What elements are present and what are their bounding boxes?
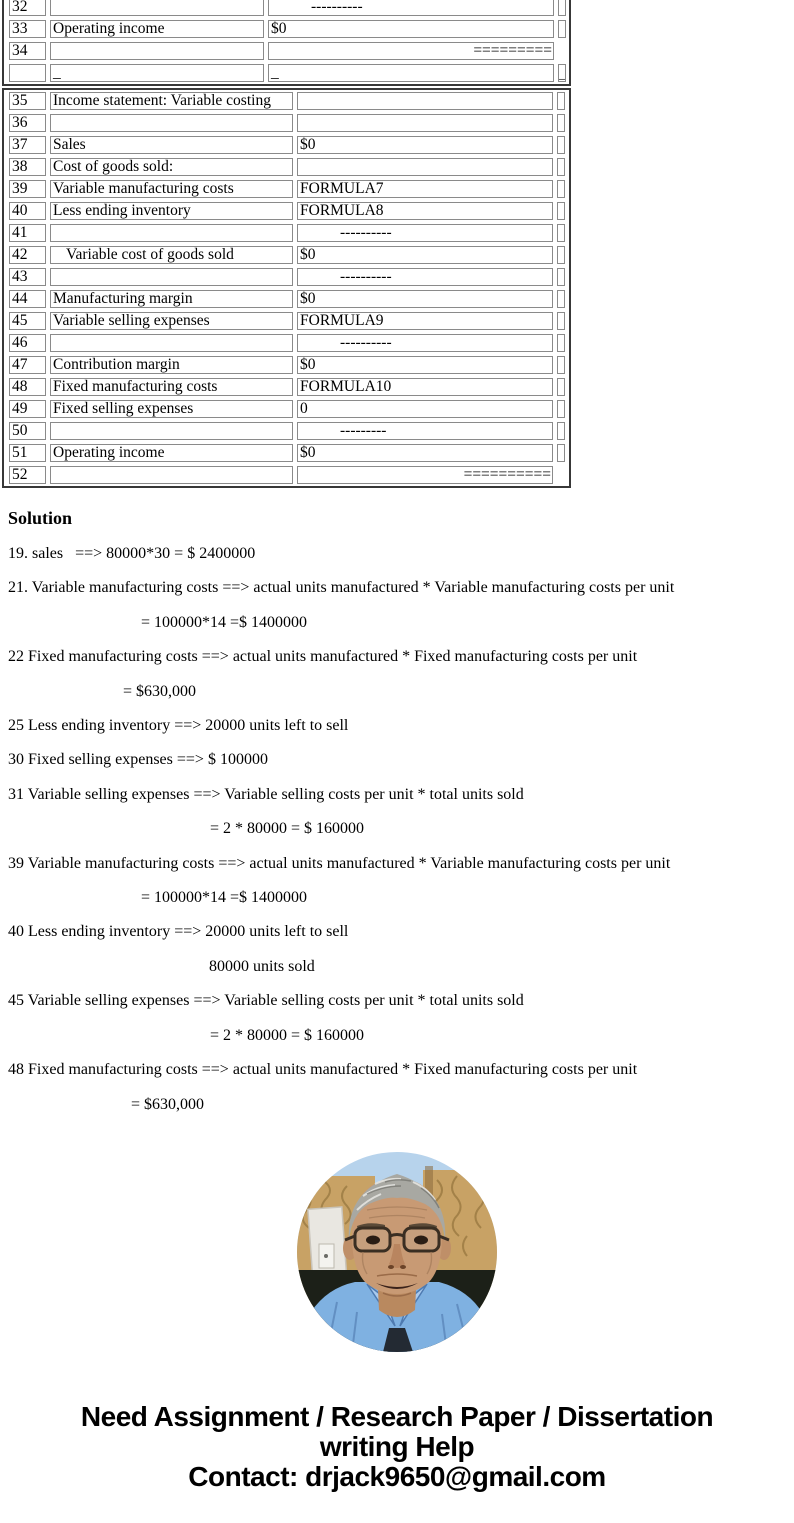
narrow-cell (557, 92, 565, 110)
solution-line: 48 Fixed manufacturing costs ==> actual units manufactured * Fixed manufacturing costs per unit (8, 1061, 638, 1079)
row-number-cell: 46 (9, 334, 46, 352)
right-nostril (400, 1265, 406, 1269)
solution-line: = $630,000 (123, 682, 197, 700)
spreadsheet-row (9, 136, 566, 154)
label-cell: Variable cost of goods sold (50, 246, 293, 264)
glasses-bridge (390, 1235, 404, 1237)
spreadsheet-row (9, 290, 566, 308)
left-nostril (388, 1265, 394, 1269)
label-cell: Fixed manufacturing costs (50, 378, 293, 396)
row-number-cell: 43 (9, 268, 46, 286)
spreadsheet-row (9, 202, 566, 220)
label-cell (50, 114, 293, 132)
value-cell: ---------- (297, 268, 553, 286)
solution-line: = 2 * 80000 = $ 160000 (210, 1026, 365, 1044)
spreadsheet-row (9, 92, 566, 110)
label-cell: Variable manufacturing costs (50, 180, 293, 198)
row-number-cell: 34 (9, 42, 46, 60)
value-cell: $0 (297, 444, 553, 462)
solution-line: 30 Fixed selling expenses ==> $ 100000 (8, 751, 268, 769)
narrow-cell (557, 180, 565, 198)
narrow-cell (557, 136, 565, 154)
left-eye (366, 1236, 380, 1245)
narrow-cell (557, 422, 565, 440)
spreadsheet-row (9, 466, 566, 484)
value-cell: $0 (297, 136, 553, 154)
spreadsheet-row (9, 422, 566, 440)
narrow-cell (558, 20, 566, 38)
spreadsheet-row (9, 246, 566, 264)
tutor-photo (297, 1152, 497, 1352)
label-cell: _ (50, 64, 264, 82)
value-cell: ---------- (268, 0, 554, 16)
footer-line-2: writing Help (319, 1431, 475, 1462)
value-cell: $0 (297, 246, 553, 264)
value-cell: $0 (297, 290, 553, 308)
spreadsheet-row (9, 444, 566, 462)
value-cell: ========== (297, 466, 553, 484)
label-cell (50, 268, 293, 286)
spreadsheet-row (9, 224, 566, 242)
narrow-cell (557, 290, 565, 308)
value-cell: _ (268, 64, 554, 82)
row-number-cell: 40 (9, 202, 46, 220)
row-number-cell: 49 (9, 400, 46, 418)
row-number-cell: 32 (9, 0, 46, 16)
row-number-cell: 47 (9, 356, 46, 374)
label-cell: Income statement: Variable costing (50, 92, 293, 110)
row-number-cell: 33 (9, 20, 46, 38)
value-cell (297, 158, 553, 176)
row-number-cell: 48 (9, 378, 46, 396)
spreadsheet-row (9, 400, 566, 418)
narrow-cell (558, 0, 566, 16)
spreadsheet-row (9, 20, 566, 38)
value-cell: $0 (268, 20, 554, 38)
solution-section (8, 508, 786, 1114)
label-cell (50, 224, 293, 242)
value-cell: ========= (268, 42, 554, 60)
income-statement-tables (2, 0, 572, 488)
row-number-cell: 37 (9, 136, 46, 154)
right-eye (414, 1236, 428, 1245)
solution-heading: Solution (8, 508, 73, 528)
value-cell: ---------- (297, 334, 553, 352)
solution-line: = 100000*14 =$ 1400000 (141, 889, 308, 907)
narrow-cell (557, 400, 565, 418)
label-cell (50, 42, 264, 60)
narrow-cell (557, 246, 565, 264)
label-cell: Manufacturing margin (50, 290, 293, 308)
row-number-cell: 50 (9, 422, 46, 440)
spreadsheet-row (9, 356, 566, 374)
label-cell (50, 422, 293, 440)
value-cell: FORMULA8 (297, 202, 553, 220)
solution-line: 80000 units sold (209, 957, 315, 975)
label-cell (50, 466, 293, 484)
tutor-portrait-illustration (297, 1152, 497, 1352)
label-cell: Cost of goods sold: (50, 158, 293, 176)
row-number-cell: 36 (9, 114, 46, 132)
solution-lines (8, 545, 786, 1114)
switch-dot (324, 1254, 328, 1258)
narrow-cell (557, 224, 565, 242)
label-cell: Variable selling expenses (50, 312, 293, 330)
narrow-cell: _ (559, 66, 566, 81)
label-cell (50, 0, 264, 16)
label-cell (50, 334, 293, 352)
value-cell: ---------- (297, 224, 553, 242)
spreadsheet-table-lower (2, 88, 571, 488)
label-cell: Operating income (50, 20, 264, 38)
footer-line-1: Need Assignment / Research Paper / Dissertation (80, 1401, 714, 1432)
solution-line: 25 Less ending inventory ==> 20000 units left to sell (8, 717, 349, 735)
narrow-cell (557, 356, 565, 374)
row-number-cell: 38 (9, 158, 46, 176)
row-number-cell: 39 (9, 180, 46, 198)
row-number-cell: 52 (9, 466, 46, 484)
narrow-cell (557, 312, 565, 330)
row-number-cell: 35 (9, 92, 46, 110)
narrow-cell (557, 158, 565, 176)
label-cell: Fixed selling expenses (50, 400, 293, 418)
value-cell: FORMULA7 (297, 180, 553, 198)
value-cell: FORMULA9 (297, 312, 553, 330)
narrow-cell (557, 378, 565, 396)
spreadsheet-table-upper (2, 0, 571, 86)
value-cell: 0 (297, 400, 553, 418)
solution-line: 45 Variable selling expenses ==> Variable selling costs per unit * total units sold (8, 992, 524, 1010)
narrow-cell (557, 444, 565, 462)
solution-line: 22 Fixed manufacturing costs ==> actual units manufactured * Fixed manufacturing costs per unit (8, 648, 638, 666)
narrow-cell (557, 114, 565, 132)
narrow-cell (557, 202, 565, 220)
row-number-cell: 41 (9, 224, 46, 242)
row-number-cell: 45 (9, 312, 46, 330)
row-number-cell (9, 64, 46, 82)
solution-line: 40 Less ending inventory ==> 20000 units left to sell (8, 923, 349, 941)
value-cell (297, 114, 553, 132)
narrow-cell (557, 268, 565, 286)
footer-banner (0, 1402, 794, 1492)
row-number-cell: 44 (9, 290, 46, 308)
spreadsheet-row (9, 180, 566, 198)
row-number-cell: 51 (9, 444, 46, 462)
footer-line-3: Contact: drjack9650@gmail.com (188, 1461, 606, 1492)
label-cell: Operating income (50, 444, 293, 462)
value-cell (297, 92, 553, 110)
spreadsheet-row (9, 268, 566, 286)
spreadsheet-row (9, 42, 566, 60)
label-cell: Contribution margin (50, 356, 293, 374)
spreadsheet-row (9, 334, 566, 352)
spreadsheet-row (9, 0, 566, 16)
spreadsheet-row (9, 64, 566, 82)
spreadsheet-row (9, 378, 566, 396)
solution-line: 31 Variable selling expenses ==> Variable selling costs per unit * total units sold (8, 785, 524, 803)
spreadsheet-row (9, 158, 566, 176)
solution-line: 39 Variable manufacturing costs ==> actual units manufactured * Variable manufacturing costs per unit (8, 854, 671, 872)
spreadsheet-row (9, 312, 566, 330)
value-cell: FORMULA10 (297, 378, 553, 396)
solution-line: = 100000*14 =$ 1400000 (141, 613, 308, 631)
narrow-cell (557, 334, 565, 352)
spreadsheet-row (9, 114, 566, 132)
solution-line: = $630,000 (131, 1095, 205, 1113)
label-cell: Sales (50, 136, 293, 154)
value-cell: --------- (297, 422, 553, 440)
solution-line: 19. sales ==> 80000*30 = $ 2400000 (8, 545, 256, 562)
solution-line: = 2 * 80000 = $ 160000 (210, 820, 365, 838)
label-cell: Less ending inventory (50, 202, 293, 220)
row-number-cell: 42 (9, 246, 46, 264)
solution-line: 21. Variable manufacturing costs ==> actual units manufactured * Variable manufacturing costs per unit (8, 579, 675, 597)
value-cell: $0 (297, 356, 553, 374)
